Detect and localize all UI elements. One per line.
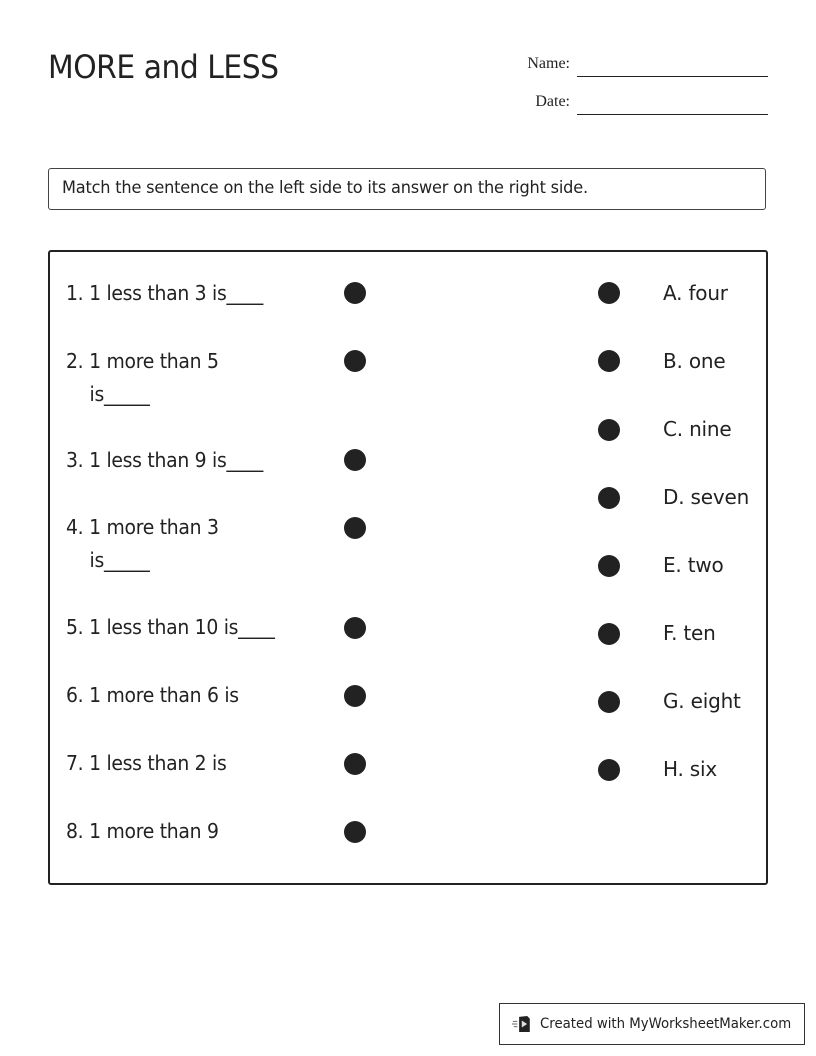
question-4 (66, 511, 316, 577)
question-3 (66, 444, 316, 477)
answer-a-dot[interactable] (598, 282, 620, 304)
answer-c: C. nine (663, 417, 732, 441)
question-text-cont: is_____ (89, 382, 150, 406)
question-2-dot[interactable] (344, 350, 366, 372)
question-6-dot[interactable] (344, 685, 366, 707)
answer-b-dot[interactable] (598, 350, 620, 372)
question-8 (66, 815, 316, 848)
answer-g-dot[interactable] (598, 691, 620, 713)
question-text: 4. 1 more than 3 (66, 515, 219, 539)
question-text: 2. 1 more than 5 (66, 349, 219, 373)
instructions-box (48, 168, 766, 210)
instructions-text: Match the sentence on the left side to its answer on the right side. (62, 178, 588, 198)
answer-h: H. six (663, 757, 718, 781)
question-1 (66, 277, 316, 310)
worksheet-logo-icon (512, 1014, 532, 1034)
name-label: Name: (527, 55, 570, 72)
answer-d: D. seven (663, 485, 750, 509)
footer-credit[interactable] (499, 1003, 805, 1045)
question-text: 3. 1 less than 9 is____ (66, 448, 263, 472)
date-field[interactable] (577, 114, 768, 115)
question-text: 1. 1 less than 3 is____ (66, 281, 263, 305)
question-text: 5. 1 less than 10 is____ (66, 615, 275, 639)
question-1-dot[interactable] (344, 282, 366, 304)
question-text-cont: is_____ (89, 548, 150, 572)
answer-d-dot[interactable] (598, 487, 620, 509)
answer-f: F. ten (663, 621, 716, 645)
question-text: 7. 1 less than 2 is (66, 751, 227, 775)
question-8-dot[interactable] (344, 821, 366, 843)
name-field[interactable] (577, 76, 768, 77)
question-4-dot[interactable] (344, 517, 366, 539)
question-text: 6. 1 more than 6 is (66, 683, 239, 707)
question-7 (66, 747, 316, 780)
answer-g: G. eight (663, 689, 741, 713)
answer-e: E. two (663, 553, 724, 577)
answer-e-dot[interactable] (598, 555, 620, 577)
question-5 (66, 611, 316, 644)
answer-h-dot[interactable] (598, 759, 620, 781)
question-3-dot[interactable] (344, 449, 366, 471)
answer-b: B. one (663, 349, 726, 373)
date-label: Date: (535, 93, 570, 110)
footer-text: Created with MyWorksheetMaker.com (539, 1016, 791, 1032)
answer-c-dot[interactable] (598, 419, 620, 441)
question-5-dot[interactable] (344, 617, 366, 639)
question-text: 8. 1 more than 9 (66, 819, 219, 843)
worksheet-title: MORE and LESS (48, 48, 279, 86)
answer-f-dot[interactable] (598, 623, 620, 645)
question-2 (66, 345, 316, 411)
question-6 (66, 679, 316, 712)
question-7-dot[interactable] (344, 753, 366, 775)
answer-a: A. four (663, 281, 728, 305)
